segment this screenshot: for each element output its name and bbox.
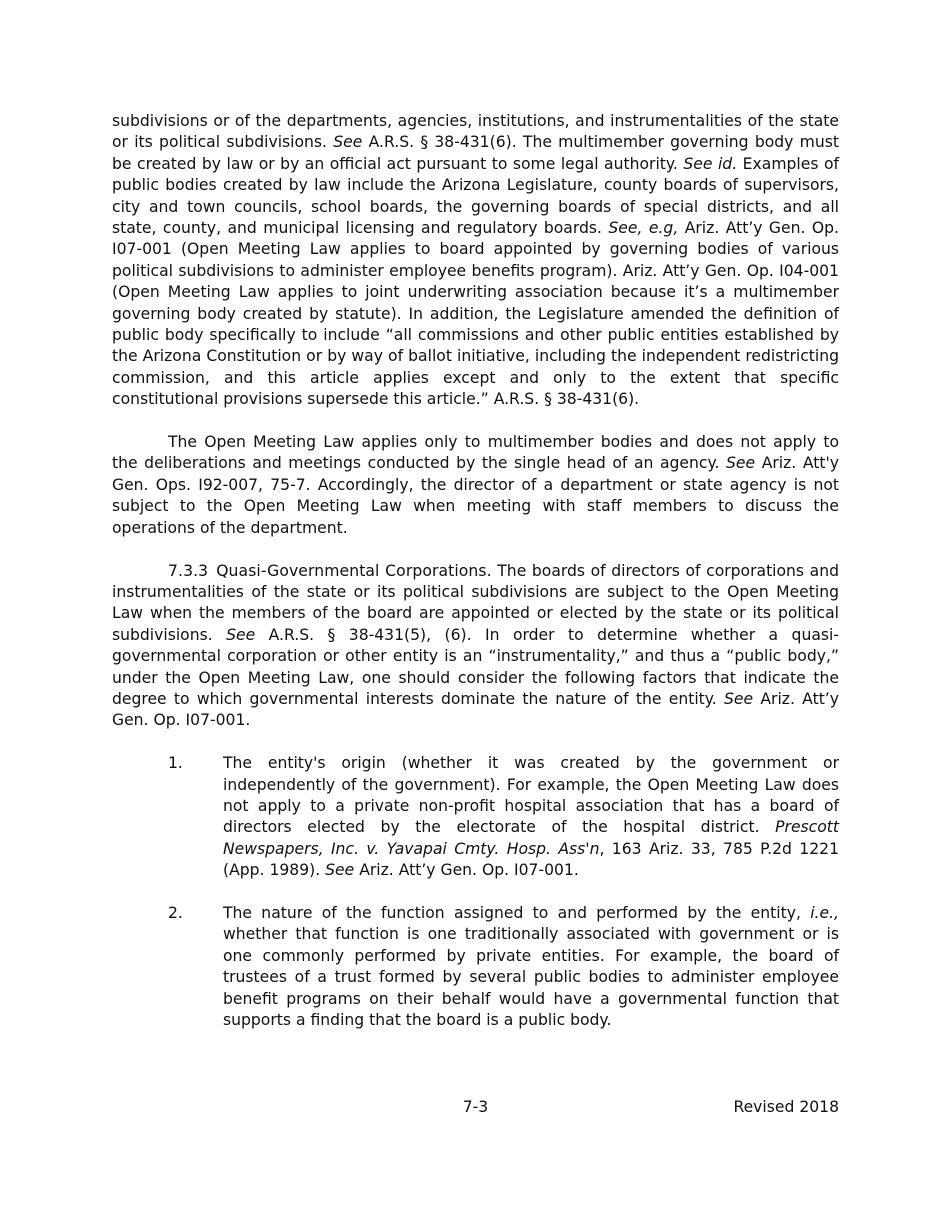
citation-signal: See (726, 454, 756, 473)
text-run: Ariz. Att’y Gen. Op. I07-001. (354, 861, 579, 880)
citation-signal: See (325, 861, 355, 880)
text-run: The entity's origin (whether it was created by the government or independently of the government). For example, the Open Meeting Law does not apply to a private non-profit hospital association that has a board of directors elected by the electorate of the hospital district. (223, 754, 839, 837)
section-heading: Quasi-Governmental Corporations. (216, 561, 492, 580)
citation-signal: See, e.g, (608, 219, 679, 238)
text-run: The Open Meeting Law applies only to multimember bodies and does not apply to the deliberations and meetings conducted by the single head of an agency. (112, 433, 839, 473)
text-run: whether that function is one traditionally associated with government or is one commonly performed by private entities. For example, the board of trustees of a trust formed by several public bodies to administer employee benefit programs on their behalf would have a governmental function that supports a finding that the board is a public body. (223, 925, 839, 1029)
text-run: Ariz. Att'y Gen. Ops. I92-007, 75-7. Accordingly, the director of a department or state agency is not subject to the Open Meeting Law when meeting with staff members to discuss the operations of the department. (112, 454, 839, 537)
text-run: , 163 Ariz. 33, 785 P.2d 1221 (App. 1989). (223, 839, 839, 880)
text-run: Examples of public bodies created by law include the Arizona Legislature, county boards of supervisors, city and town councils, school boards, the governing boards of special districts, and all state, county, and municipal licensing and regulatory boards. (112, 154, 840, 238)
paragraph-multimember-bodies (112, 432, 839, 539)
document-body (112, 111, 839, 1031)
citation-signal: See (226, 625, 256, 644)
list-item-text (223, 903, 839, 1031)
section-number: 7.3.3 (168, 561, 209, 580)
text-run: A.R.S. § 38-431(6). The multimember governing body must be created by law or by an official act pursuant to some legal authority. (112, 133, 839, 173)
text-run: subdivisions or of the departments, agencies, institutions, and instrumentalities of the state or its political subdivisions. (112, 112, 839, 152)
text-run: Ariz. Att’y Gen. Op. I07-001 (Open Meeting Law applies to board appointed by governing bodies of various political subdivisions to administer employee benefits program). Ariz. Att’y Gen. Op. I04-001 (Open Meeting Law applies to joint underwriting association because it’s a multimember governing body created by statute). In addition, the Legislature amended the definition of public body specifically to include “all commissions and other public entities established by the Arizona Constitution or by way of ballot initiative, including the independent redistricting commission, and this article applies except and only to the extent that specific constitutional provisions supersede this article.” A.R.S. § 38-431(6). (112, 219, 840, 409)
case-citation: Prescott Newspapers, Inc. v. Yavapai Cmty. Hosp. Ass'n (223, 818, 839, 858)
page-number: 7-3 (462, 1098, 489, 1116)
page-footer (112, 1096, 839, 1118)
section-7-3-3 (112, 561, 839, 732)
list-item-text (223, 753, 839, 881)
citation-signal: See id. (683, 154, 738, 173)
citation-signal: i.e., (810, 903, 839, 922)
text-run: The nature of the function assigned to and performed by the entity, (223, 903, 811, 922)
revision-date: Revised 2018 (733, 1098, 839, 1116)
text-run: A.R.S. § 38-431(5), (6). In order to determine whether a quasi-governmental corporation or other entity is an “instrumentality,” and thus a “public body,” under the Open Meeting Law, one should consider the following factors that indicate the degree to which governmental interests dominate the nature of the entity. (112, 625, 839, 708)
list-item (112, 753, 839, 881)
list-item-number: 1. (168, 754, 183, 773)
text-run: Ariz. Att’y Gen. Op. I07-001. (112, 689, 839, 730)
citation-signal: See (724, 689, 754, 708)
factor-list (112, 753, 839, 1031)
list-item (112, 903, 839, 1031)
text-run: The boards of directors of corporations and instrumentalities of the state or its political subdivisions are subject to the Open Meeting Law when the members of the board are appointed or elected by the state or its political subdivisions. (112, 561, 839, 644)
citation-signal: See (333, 133, 363, 152)
paragraph-public-body-definition (112, 111, 839, 411)
list-item-number: 2. (168, 903, 183, 922)
